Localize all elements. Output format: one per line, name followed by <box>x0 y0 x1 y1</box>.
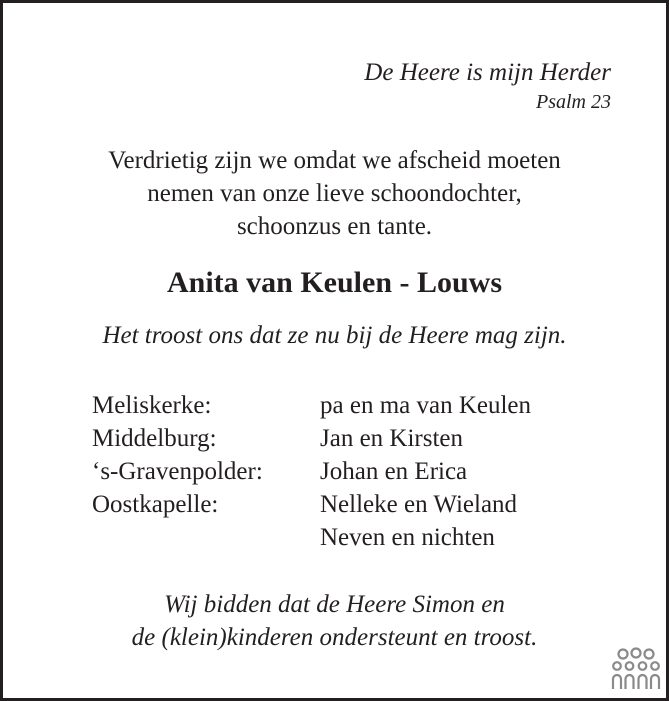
people-group-icon <box>611 647 661 691</box>
closing-line: de (klein)kinderen ondersteunt en troost. <box>131 624 538 651</box>
family-list <box>92 389 531 554</box>
comfort-line: Het troost ons dat ze nu bij de Heere mag zijn. <box>102 322 567 349</box>
family-place: Oostkapelle: <box>92 491 219 518</box>
family-names: Jan en Kirsten <box>320 425 464 452</box>
family-names: pa en ma van Keulen <box>320 392 532 419</box>
deceased-name: Anita van Keulen - Louws <box>166 266 503 299</box>
family-names: Nelleke en Wieland <box>320 491 518 518</box>
family-row <box>92 521 531 554</box>
family-row <box>92 422 531 455</box>
family-names: Johan en Erica <box>320 458 468 485</box>
family-row <box>92 455 531 488</box>
intro-line: schoonzus en tante. <box>236 213 433 240</box>
closing-text <box>3 588 666 654</box>
motto-text: De Heere is mijn Herder <box>364 59 611 86</box>
family-row <box>92 488 531 521</box>
family-place: Middelburg: <box>92 425 217 452</box>
intro-line: nemen van onze lieve schoondochter, <box>147 180 522 207</box>
family-names: Neven en nichten <box>320 524 495 551</box>
family-place: ‘s-Gravenpolder: <box>92 458 263 485</box>
closing-line: Wij bidden dat de Heere Simon en <box>164 591 505 618</box>
family-place: Meliskerke: <box>92 392 212 419</box>
family-row <box>92 389 531 422</box>
intro-text <box>3 144 666 243</box>
motto <box>364 57 611 115</box>
intro-line: Verdrietig zijn we omdat we afscheid moeten <box>108 147 561 174</box>
motto-reference: Psalm 23 <box>536 91 611 113</box>
family-place <box>92 521 320 554</box>
